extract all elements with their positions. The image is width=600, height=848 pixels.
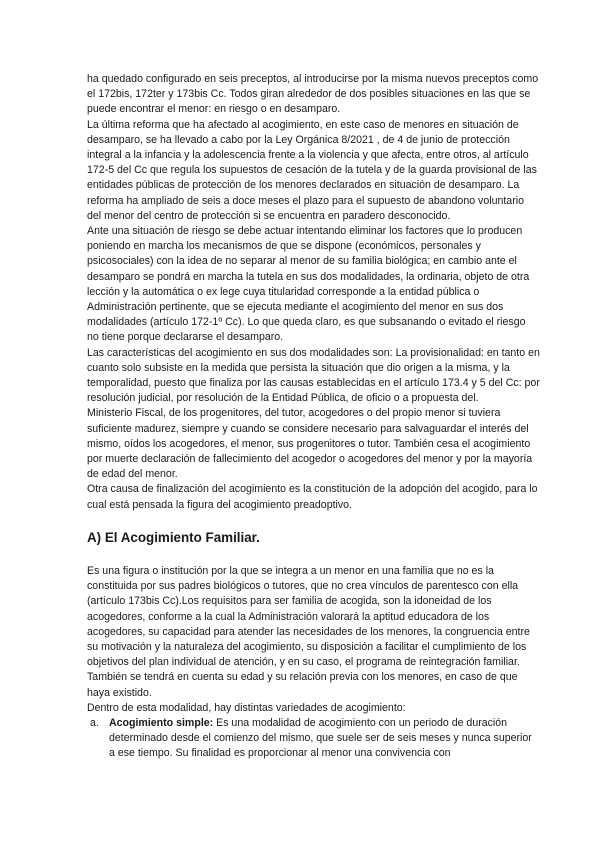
paragraph: Ante una situación de riesgo se debe actuar intentando eliminar los factores que lo producen poniendo en marcha los mecanismos de que se dispone (económicos, personales y psicosociales) con la idea de no separar al menor de su familia biológica; en cambio ante el desamparo se pondrá en marcha la tutela en sus dos modalidades, la ordinaria, objeto de otra lección y la automática o ex lege cuya titularidad corresponde a la entidad pública o Administración pertinente, que se ejecuta mediante el acogimiento del menor en sus dos modalidades (artículo 172-1º Cc). Lo que queda claro, es que subsanando o evitado el riesgo no tiene porque declararse el desamparo.: [87, 225, 530, 344]
paragraph: Las características del acogimiento en sus dos modalidades son: La provisionalidad: en tanto en cuanto solo subsiste en la medida que persista la situación que dio origen a la misma, y la temporalidad, puesto que finaliza por las causas establecidas en el artículo 173.4 y 5 del Cc: por resolución judicial, por resolución de la Entidad Pública, de oficio o a propuesta del.: [87, 346, 540, 405]
list-item-term: Acogimiento simple:: [109, 716, 214, 729]
section-heading: A) El Acogimiento Familiar.: [87, 529, 260, 545]
paragraph: Ministerio Fiscal, de los progenitores, del tutor, acogedores o del propio menor si tuviera suficiente madurez, siempre y cuando se considere necesario para salvaguardar el interés del mismo, oídos los acogedores, el menor, sus progenitores o tutor. También cesa el acogimiento por muerte declaración de fallecimiento del acogedor o acogedores del menor y por la mayoría de edad del menor.: [87, 407, 533, 481]
paragraph: Otra causa de finalización del acogimiento es la constitución de la adopción del acogido, para lo cual está pensada la figura del acogimiento preadoptivo.: [87, 483, 538, 511]
paragraph: ha quedado configurado en seis preceptos, al introducirse por la misma nuevos preceptos como el 172bis, 172ter y 173bis Cc. Todos giran alrededor de dos posibles situaciones en las que se puede encontrar el menor: en riesgo o en desamparo.: [87, 73, 539, 116]
list-marker: a.: [90, 716, 99, 729]
section-text-block: [87, 564, 540, 762]
top-text-block: [87, 72, 540, 513]
list-item-text: Es una modalidad de acogimiento con un periodo de duración determinado desde el comienzo del mismo, que suele ser de seis meses y nunca superior a ese tiempo. Su finalidad es proporcionar al menor una convivencia con: [109, 716, 532, 760]
paragraph: La última reforma que ha afectado al acogimiento, en este caso de menores en situación de desamparo, se ha llevado a cabo por la Ley Orgánica 8/2021 , de 4 de junio de protección integral a la infancia y la adolescencia frente a la violencia y que afecta, entre otros, al artículo 172-5 del Cc que regula los supuestos de cesación de la tutela y de la guarda provisional de las entidades públicas de protección de los menores declarados en situación de desamparo. La reforma ha ampliado de seis a doce meses el plazo para el supuesto de abandono voluntario del menor del centro de protección si se encuentra en paradero desconocido.: [87, 118, 537, 222]
paragraph: Es una figura o institución por la que se integra a un menor en una familia que no es la constituida por sus padres biológicos o tutores, que no crea vínculos de parentesco con ella (artículo 173bis Cc).Los requisitos para ser familia de acogida, son la idoneidad de los acogedores, conforme a la cual la Administración valorará la aptitud educadora de los acogedores, su capacidad para atender las necesidades de los menores, la congruencia entre su motivación y la naturaleza del acogimiento, su disposición a facilitar el cumplimiento de los objetivos del plan individual de atención, y en su caso, el programa de reintegración familiar. También se tendrá en cuenta su edad y su relación previa con los menores, en caso de que haya existido.: [87, 564, 530, 699]
modalities-list: [87, 716, 540, 762]
list-item: [87, 716, 540, 762]
paragraph: Dentro de esta modalidad, hay distintas variedades de acogimiento:: [87, 701, 406, 714]
